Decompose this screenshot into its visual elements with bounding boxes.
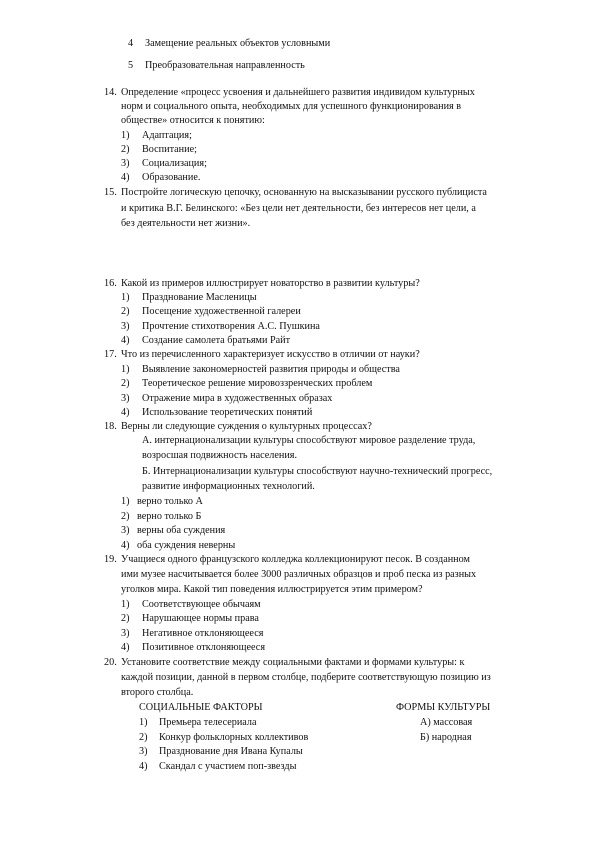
option-number: 3) (121, 158, 130, 169)
question-18-text: Верны ли следующие суждения о культурных процессах? (121, 421, 372, 432)
question-18-number: 18. (104, 421, 117, 432)
match-left-number: 3) (139, 746, 148, 757)
statement-text: А. интернационализации культуры способствуют мировое разделение труда, (142, 435, 476, 446)
question-20-text: второго столбца. (121, 687, 194, 698)
option-text: Создание самолета братьями Райт (142, 335, 291, 346)
question-19-text: Учащиеся одного французского колледжа коллекционируют песок. В созданном (121, 554, 470, 565)
statement-text: развитие информационных технологий. (142, 481, 315, 492)
question-15-text: и критика В.Г. Белинского: «Без цели нет деятельности, без интересов нет цели, а (121, 203, 476, 214)
option-text: Социализация; (142, 158, 207, 169)
question-14-text: Определение «процесс усвоения и дальнейшего развития индивидом культурных (121, 87, 475, 98)
option-number: 1) (121, 130, 130, 141)
item-text: Преобразовательная направленность (145, 60, 305, 71)
option-number: 1) (121, 599, 130, 610)
option-text: Использование теоретических понятий (142, 407, 313, 418)
match-left-number: 4) (139, 761, 148, 772)
option-number: 2) (121, 306, 130, 317)
option-text: Теоретическое решение мировоззренческих проблем (142, 378, 373, 389)
question-17-number: 17. (104, 349, 117, 360)
option-text: оба суждения неверны (137, 540, 236, 551)
option-number: 1) (121, 496, 130, 507)
option-text: верны оба суждения (137, 525, 226, 536)
question-16-number: 16. (104, 278, 117, 289)
question-15-text: Постройте логическую цепочку, основанную на высказывании русского публициста (121, 187, 487, 198)
statement-text: возросшая подвижность населения. (142, 450, 298, 461)
question-14-text: обществе» относится к понятию: (121, 115, 265, 126)
option-text: Адаптация; (142, 130, 192, 141)
option-number: 2) (121, 378, 130, 389)
option-number: 3) (121, 393, 130, 404)
question-19-text: уголков мира. Какой тип поведения иллюстрируется этим примером? (121, 584, 423, 595)
question-20-text: Установите соответствие между социальными фактами и формами культуры: к (121, 657, 465, 668)
option-number: 3) (121, 525, 130, 536)
option-number: 4) (121, 407, 130, 418)
question-14-text: норм и социального опыта, необходимых для успешного функционирования в (121, 101, 462, 112)
match-left-number: 1) (139, 717, 148, 728)
item-number: 4 (128, 38, 134, 49)
match-left-number: 2) (139, 732, 148, 743)
option-number: 2) (121, 613, 130, 624)
option-number: 4) (121, 642, 130, 653)
question-15-number: 15. (104, 187, 117, 198)
match-left-text: Празднование дня Ивана Купалы (159, 746, 303, 757)
item-text: Замещение реальных объектов условными (145, 38, 331, 49)
option-number: 1) (121, 292, 130, 303)
match-right-text: Б) народная (420, 732, 472, 743)
option-text: Выявление закономерностей развития природы и общества (142, 364, 400, 375)
option-text: Прочтение стихотворения А.С. Пушкина (142, 321, 320, 332)
question-20-text: каждой позиции, данной в первом столбце, подберите соответствующую позицию из (121, 672, 491, 683)
match-right-text: А) массовая (420, 717, 473, 728)
option-text: Негативное отклоняющееся (142, 628, 264, 639)
option-text: верно только Б (137, 511, 202, 522)
item-number: 5 (128, 60, 134, 71)
question-20-number: 20. (104, 657, 117, 668)
option-number: 2) (121, 144, 130, 155)
column-header-social-factors: СОЦИАЛЬНЫЕ ФАКТОРЫ (139, 702, 263, 713)
question-19-text: ими музее насчитывается более 3000 различных образцов и проб песка из разных (121, 569, 477, 580)
option-number: 4) (121, 335, 130, 346)
option-text: Отражение мира в художественных образах (142, 393, 333, 404)
option-text: Соответствующее обычаям (142, 599, 261, 610)
question-15-text: без деятельности нет жизни». (121, 218, 251, 229)
question-16-text: Какой из примеров иллюстрирует новаторство в развитии культуры? (121, 278, 420, 289)
option-text: Образование. (142, 172, 201, 183)
option-text: Нарушающее нормы права (142, 613, 259, 624)
option-number: 4) (121, 172, 130, 183)
option-number: 2) (121, 511, 130, 522)
question-19-number: 19. (104, 554, 117, 565)
statement-text: Б. Интернационализации культуры способствуют научно-технический прогресс, (142, 466, 493, 477)
option-text: Воспитание; (142, 144, 197, 155)
option-number: 4) (121, 540, 130, 551)
option-number: 1) (121, 364, 130, 375)
option-number: 3) (121, 321, 130, 332)
question-17-text: Что из перечисленного характеризует искусство в отличии от науки? (121, 349, 420, 360)
match-left-text: Скандал с участием поп-звезды (159, 761, 297, 772)
question-14-number: 14. (104, 87, 117, 98)
option-text: Посещение художественной галереи (142, 306, 301, 317)
option-text: Празднование Масленицы (142, 292, 257, 303)
option-text: верно только А (137, 496, 203, 507)
match-left-text: Конкур фольклорных коллективов (159, 732, 309, 743)
option-number: 3) (121, 628, 130, 639)
match-left-text: Премьера телесериала (159, 717, 257, 728)
option-text: Позитивное отклоняющееся (142, 642, 266, 653)
column-header-culture-forms: ФОРМЫ КУЛЬТУРЫ (396, 702, 491, 713)
